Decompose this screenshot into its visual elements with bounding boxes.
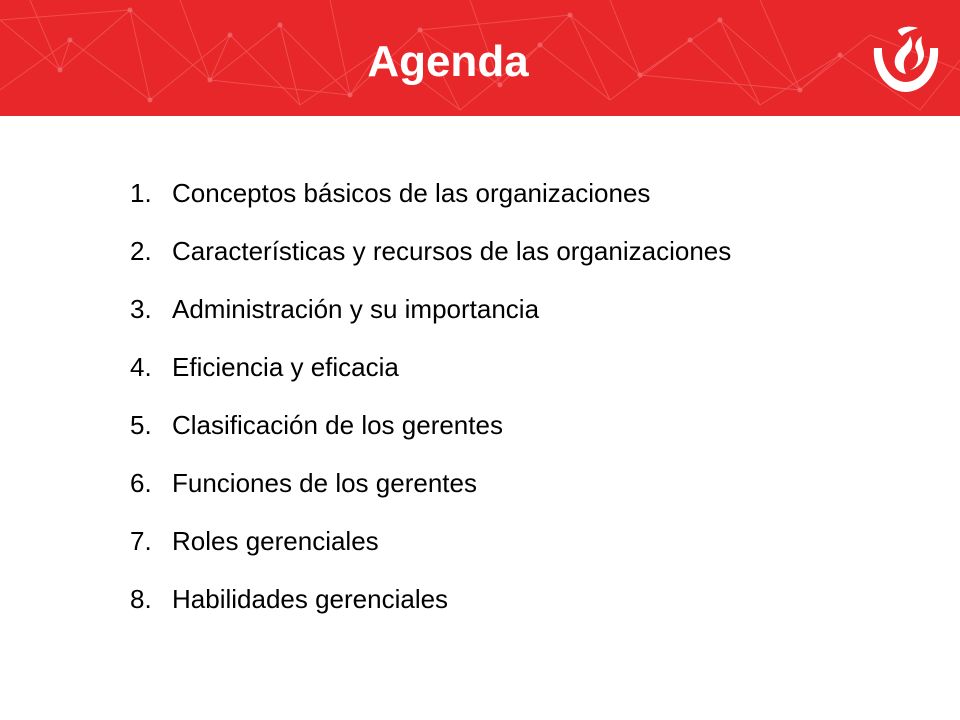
agenda-item xyxy=(130,236,731,294)
agenda-item-label: Administración y su importancia xyxy=(172,294,540,324)
agenda-item xyxy=(130,178,731,236)
agenda-item-number: 8. xyxy=(130,584,152,614)
agenda-item-label: Conceptos básicos de las organizaciones xyxy=(172,178,651,208)
agenda-item-label: Habilidades gerenciales xyxy=(172,584,449,614)
agenda-item xyxy=(130,584,731,642)
agenda-item xyxy=(130,526,731,584)
agenda-item-label: Funciones de los gerentes xyxy=(172,468,477,498)
slide-title: Agenda xyxy=(367,37,529,86)
agenda-item-label: Roles gerenciales xyxy=(172,526,379,556)
agenda-item-number: 7. xyxy=(130,526,152,556)
agenda-item xyxy=(130,468,731,526)
agenda-item-label: Eficiencia y eficacia xyxy=(172,352,399,382)
agenda-item-number: 2. xyxy=(130,236,152,266)
agenda-list xyxy=(130,178,731,642)
agenda-item-number: 3. xyxy=(130,294,152,324)
agenda-item xyxy=(130,410,731,468)
agenda-item-number: 1. xyxy=(130,178,152,208)
agenda-item-number: 6. xyxy=(130,468,152,498)
agenda-item xyxy=(130,294,731,352)
header-banner xyxy=(0,0,960,116)
agenda-item-number: 4. xyxy=(130,352,152,382)
agenda-item xyxy=(130,352,731,410)
upc-flame-logo-icon xyxy=(868,22,944,96)
agenda-item-label: Características y recursos de las organizaciones xyxy=(172,236,732,266)
agenda-item-label: Clasificación de los gerentes xyxy=(172,410,503,440)
agenda-item-number: 5. xyxy=(130,410,152,440)
